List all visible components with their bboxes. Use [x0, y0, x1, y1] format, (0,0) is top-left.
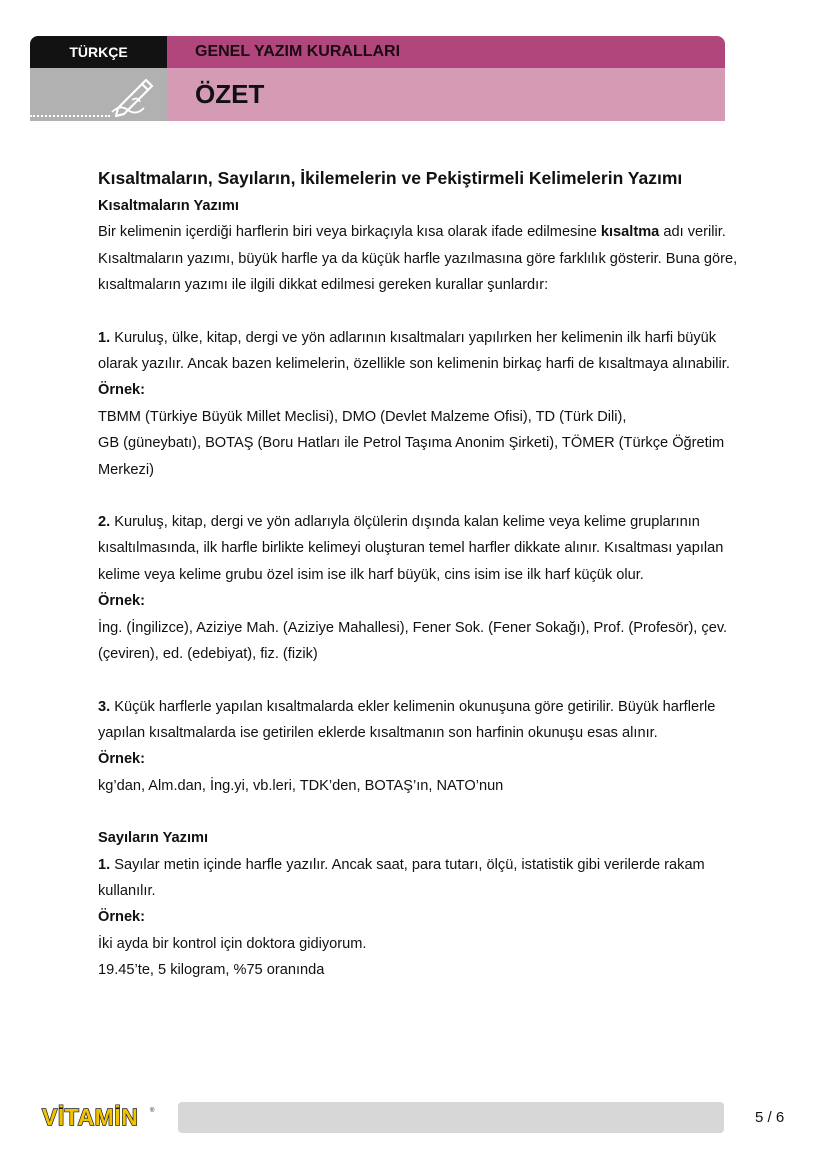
- example-label: Örnek:: [98, 751, 146, 768]
- intro-text: Bir kelimenin içerdiği harflerin biri veya birkaçıyla kısa olarak ifade edilmesine: [98, 224, 601, 241]
- subject-label: TÜRKÇE: [30, 36, 167, 68]
- logo-text: VİTAMİN: [42, 1104, 139, 1130]
- dotted-line: [30, 115, 110, 117]
- header-illustration: [30, 68, 167, 121]
- pen-writing-icon: [110, 74, 160, 118]
- unit-title: GENEL YAZIM KURALLARI: [167, 36, 725, 68]
- page-header: [30, 36, 725, 121]
- example-label: Örnek:: [98, 382, 146, 399]
- number-rule-1: [98, 852, 738, 905]
- rule-2: [98, 509, 738, 588]
- example-label: Örnek:: [98, 909, 146, 926]
- svg-text:®: ®: [150, 1108, 155, 1114]
- intro-bold-term: kısaltma: [600, 224, 660, 241]
- rule-text: Kuruluş, ülke, kitap, dergi ve yön adlarının kısaltmaları yapılırken her kelimenin ilk harfi büyük olarak yazılır. Ancak bazen kelimelerin, özellikle son kelimenin birkaç harfi de kısaltmaya alınabilir.: [98, 329, 730, 373]
- page-content: [98, 163, 738, 984]
- rule-text: Sayılar metin içinde harfle yazılır. Ancak saat, para tutarı, ölçü, istatistik gibi verilerde rakam kullanılır.: [98, 856, 705, 899]
- vitamin-logo: [40, 1103, 156, 1136]
- intro-paragraph: [98, 219, 738, 298]
- rule-3: [98, 694, 738, 747]
- rule-3-example: kg’dan, Alm.dan, İng.yi, vb.leri, TDK’den, BOTAŞ’ın, NATO’nun: [98, 777, 504, 794]
- rule-number: 1.: [98, 329, 111, 346]
- page-number: 5 / 6: [755, 1109, 785, 1126]
- rule-number: 1.: [98, 856, 111, 873]
- main-title: Kısaltmaların, Sayıların, İkilemelerin ve Pekiştirmeli Kelimelerin Yazımı: [98, 168, 683, 188]
- footer-bar: [178, 1102, 724, 1133]
- intro-text-cont: adı verilir. Kısaltmaların yazımı, büyük harfle ya da küçük harfle yazılmasına göre farklılık gösterir. Buna göre, kısaltmaların yazımı ile ilgili dikkat edilmesi gereken kurallar şunlardır:: [98, 224, 738, 294]
- rule-number: 2.: [98, 514, 111, 531]
- rule-1: [98, 325, 738, 378]
- rule-text: Küçük harflerle yapılan kısaltmalarda ekler kelimenin okunuşuna göre getirilir. Büyük harflerle yapılan kısaltmalarda ise getirilen eklerde kısaltmanın son harfinin okunuşu esas alınır.: [98, 698, 716, 741]
- section-title: ÖZET: [167, 68, 725, 121]
- subheading-abbreviations: Kısaltmaların Yazımı: [98, 198, 239, 214]
- example-label: Örnek:: [98, 593, 146, 610]
- number-rule-1-example-line-1: İki ayda bir kontrol için doktora gidiyorum.: [98, 935, 367, 952]
- rule-2-example: İng. (İngilizce), Aziziye Mah. (Aziziye Mahallesi), Fener Sok. (Fener Sokağı), Prof. (Profesör), çev. (çeviren), ed. (edebiyat), fiz. (fizik): [98, 619, 728, 663]
- number-rule-1-example-line-2: 19.45’te, 5 kilogram, %75 oranında: [98, 962, 325, 979]
- rule-1-example-line-1: TBMM (Türkiye Büyük Millet Meclisi), DMO (Devlet Malzeme Ofisi), TD (Türk Dili),: [98, 408, 627, 425]
- rule-text: Kuruluş, kitap, dergi ve yön adlarıyla ölçülerin dışında kalan kelime veya kelime gruplarının kısaltılmasında, ilk harfle birlikte kelimeyi oluşturan temel harfler dikkate alınır. Kısaltması yapılan kelime veya kelime grubu özel isim ise ilk harf büyük, cins isim ise ilk harf küçük olur.: [98, 514, 724, 583]
- rule-number: 3.: [98, 698, 111, 715]
- rule-1-example-line-2: GB (güneybatı), BOTAŞ (Boru Hatları ile Petrol Taşıma Anonim Şirketi), TÖMER (Türkçe Öğretim Merkezi): [98, 435, 725, 478]
- subheading-numbers: Sayıların Yazımı: [98, 830, 209, 847]
